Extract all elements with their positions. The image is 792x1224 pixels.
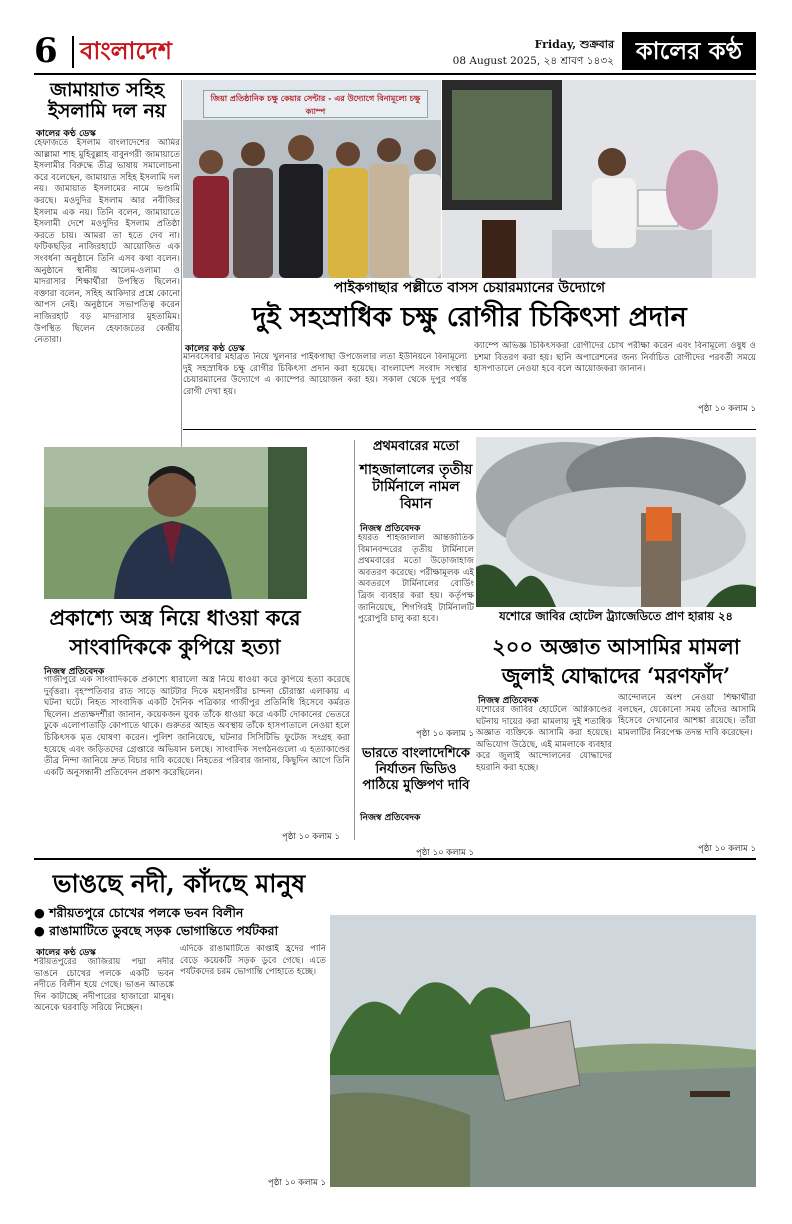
chair	[482, 220, 516, 278]
col-divider-1	[181, 80, 182, 470]
river-graphic	[330, 915, 756, 1187]
story4-continued: পৃষ্ঠা ১০ কলাম ১	[416, 729, 474, 739]
flames	[646, 507, 672, 541]
story6-headline: ২০০ অজ্ঞাত আসামির মামলা জুলাই যোদ্ধাদের ‘মরণফাঁদ’	[492, 634, 740, 688]
story3-body: গাজীপুরে এক সাংবাদিককে প্রকাশ্যে ধারালো অস্ত্র নিয়ে ধাওয়া করে কুপিয়ে হত্যা করেছে দুর্বৃত্তরা। বৃহস্পতিবার রাত সাড়ে আটটার দিকে মহানগরীর চান্দনা চৌরাস্তা এলাকায় এ ঘটনা ঘটে। নিহত সাংবাদিক একটি দৈনিক পত্রিকার গাজীপুর প্রতিনিধি হিসেবে কর্মরত ছিলেন। প্রত্যক্ষদর্শীরা জানান, কয়েকজন যুবক তাঁকে ধাওয়া করে একটি দোকানের ভেতরে ঢুকে এলোপাতাড়ি কোপাতে থাকে। গুরুতর আহত অবস্থায় তাঁকে হাসপাতালে নেওয়া হলে চিকিৎসক মৃত ঘোষণা করেন। পুলিশ জানিয়েছে, ঘটনার সিসিটিভি ফুটেজ সংগ্রহ করা হয়েছে এবং জড়িতদের গ্রেপ্তারে অভিযান চলছে। সাংবাদিক সংগঠনগুলো এ হত্যাকাণ্ডের তীব্র নিন্দা জানিয়ে দ্রুত বিচার দাবি করেছে। নিহতের পরিবার জানায়, কিছুদিন আগে তিনি একটি অনুসন্ধানী প্রতিবেদন প্রকাশ করেছিলেন।	[44, 675, 350, 778]
section-name: বাংলাদেশ	[80, 36, 172, 65]
story6-byline: নিজস্ব প্রতিবেদক	[478, 696, 539, 706]
issue-day: Friday, শুক্রবার	[534, 38, 614, 51]
masthead	[34, 32, 756, 72]
story3-continued: পৃষ্ঠা ১০ কলাম ১	[282, 832, 340, 842]
story4-kicker: প্রথমবারের মতো	[372, 439, 460, 454]
fire-graphic	[476, 437, 756, 607]
story7-headline: ভাঙছে নদী, কাঁদছে মানুষ	[52, 869, 306, 898]
story6-caption: যশোরে জাবির হোটেল ট্র্যাজেডিতে প্রাণ হারায় ২৪	[499, 609, 733, 623]
story1-body: হেফাজতে ইসলাম বাংলাদেশের আমির আল্লামা শাহ মুহিবুল্লাহ বাবুনগরী জামায়াতে ইসলামীর বিরুদ্ধে তীব্র ভাষায় সমালোচনা করে বলেছেন, জামায়াত সহিহ ইসলামি দল নয়। জামায়াত ইসলামের নামে ভণ্ডামি করছে। মওদুদির ইসলাম আর নবীজির ইসলাম এক নয়। তিনি বলেন, জামায়াতে ইসলামী দেশে মওদুদির ইসলাম প্রতিষ্ঠা করতে চায়। আমরা তা হতে দেব না। ফটিকছড়ির নাজিরহাটে আয়োজিত এক সংবর্ধনা অনুষ্ঠানে তিনি এসব কথা বলেন। অনুষ্ঠানে স্থানীয় আলেম-ওলামা ও মাদরাসার শিক্ষার্থীরা উপস্থিত ছিলেন। বক্তারা বলেন, সহিহ আকিদার প্রশ্নে কোনো আপস নেই। অনুষ্ঠানে সভাপতিত্ব করেন নাজিরহাট বড় মাদরাসার মুহতামিম। উপস্থিত ছিলেন হেফাজতের কেন্দ্রীয় নেতারা।	[34, 138, 180, 346]
story6-continued: পৃষ্ঠা ১০ কলাম ১	[698, 844, 756, 854]
river-erosion-photo	[330, 915, 756, 1187]
newspaper-logo: কালের কণ্ঠ	[622, 32, 756, 70]
issue-date: 08 August 2025, ২৪ শ্রাবণ ১৪৩২	[452, 55, 614, 67]
smoke-3	[506, 487, 746, 587]
clinic-graphic	[442, 80, 756, 278]
journalist-photo	[44, 447, 307, 599]
story5-headline: ভারতে বাংলাদেশিকে নির্যাতন ভিডিও পাঠিয়ে মুক্তিপণ দাবি	[362, 746, 470, 793]
eye-camp-photo-1	[183, 80, 441, 278]
boat	[690, 1091, 730, 1097]
story5-continued: পৃষ্ঠা ১০ কলাম ১	[416, 848, 474, 858]
story6-body-right: আন্দোলনে অংশ নেওয়া শিক্ষার্থীরা বলছেন, যেকোনো সময় তাঁদের আসামি হিসেবে দেখানোর আশঙ্কা রয়েছে। তাঁরা মামলাটির নিরপেক্ষ তদন্ত দাবি করেছেন।	[618, 693, 756, 738]
story1-byline: কালের কণ্ঠ ডেস্ক	[36, 129, 96, 139]
story2-kicker: পাইকগাছার পল্লীতে বাসস চেয়ারম্যানের উদ্যোগে	[333, 280, 606, 296]
story6-body-left: যশোরের জাবির হোটেলে অগ্নিকাণ্ডের ঘটনায় দায়ের করা মামলায় দুই শতাধিক অজ্ঞাত ব্যক্তিকে আসামি করা হয়েছে। অভিযোগ উঠেছে, এই মামলাকে ব্যবহার করে জুলাই আন্দোলনের যোদ্ধাদের হয়রানি করা হচ্ছে।	[476, 705, 612, 773]
story1-headline: জামায়াত সহিহ ইসলামি দল নয়	[48, 79, 166, 123]
hotel-fire-photo	[476, 437, 756, 607]
story7-body-left: শরীয়তপুরের জাজিরায় পদ্মা নদীর ভাঙনে চোখের পলকে একটি ভবন নদীতে বিলীন হয়ে গেছে। ভাঙন আতঙ্কে দিন কাটাচ্ছে নদীপারের হাজারো মানুষ। অনেকে ঘরবাড়ি সরিয়ে নিচ্ছেন।	[34, 957, 174, 1014]
doctor-body	[592, 178, 636, 248]
story7-sub2: ● রাঙামাটিতে ডুবছে সড়ক ভোগান্তিতে পর্যটকরা	[34, 923, 279, 938]
portrait-graphic	[44, 447, 307, 599]
doctor-head	[598, 148, 626, 176]
patient	[666, 150, 718, 230]
section-rule-2	[34, 858, 756, 860]
story7-sub1: ● শরীয়তপুরে চোখের পলকে ভবন বিলীন	[34, 905, 244, 920]
story2-body-left: মানবসেবার মহাব্রত নিয়ে খুলনার পাইকগাছা উপজেলার লতা ইউনিয়নে বিনামূল্যে দুই সহস্রাধিক চক্ষু রোগীর চিকিৎসা প্রদান করা হয়েছে। বাংলাদেশ সংবাদ সংস্থার চেয়ারম্যানের উদ্যোগে এ ক্যাম্পের আয়োজন করা হয়। সকাল থেকে দুপুর পর্যন্ত রোগী দেখা হয়।	[183, 352, 467, 397]
photo-banner: জিয়া প্রতিষ্ঠানিক চক্ষু কেয়ার সেন্টার - এর উদ্যোগে বিনামূল্যে চক্ষু ক্যাম্প	[203, 90, 428, 118]
eye-camp-photo-2	[442, 80, 756, 278]
story2-headline: দুই সহস্রাধিক চক্ষু রোগীর চিকিৎসা প্রদান	[252, 302, 687, 333]
story2-body-right: ক্যাম্পে অভিজ্ঞ চিকিৎসকরা রোগীদের চোখ পরীক্ষা করেন এবং বিনামূল্যে ওষুধ ও চশমা বিতরণ করা হয়। ছানি অপারেশনের জন্য নির্বাচিত রোগীদের পরবর্তী সময়ে হাসপাতালে নেওয়া হবে বলে আয়োজকরা জানান।	[474, 341, 756, 375]
number-divider	[72, 36, 74, 68]
page-number: 6	[34, 31, 58, 71]
story7-continued: পৃষ্ঠা ১০ কলাম ১	[268, 1178, 326, 1188]
crowd-graphic	[183, 120, 441, 278]
story7-body-right: এদিকে রাঙামাটিতে কাপ্তাই হ্রদের পানি বেড়ে কয়েকটি সড়ক ডুবে গেছে। এতে পর্যটকদের চরম ভোগান্তি পোহাতে হচ্ছে।	[180, 944, 326, 978]
section-rule-1	[183, 429, 756, 430]
story3-byline: নিজস্ব প্রতিবেদক	[44, 667, 105, 677]
col-divider-2	[354, 440, 355, 840]
story4-body: হযরত শাহজালাল আন্তর্জাতিক বিমানবন্দরের তৃতীয় টার্মিনালে প্রথমবারের মতো উড়োজাহাজ অবতরণ করেছে। পরীক্ষামূলক এই অবতরণে টার্মিনালের বোর্ডিং ব্রিজ ব্যবহার করা হয়। কর্তৃপক্ষ জানিয়েছে, শিগগিরই টার্মিনালটি পুরোপুরি চালু করা হবে।	[358, 533, 474, 625]
masthead-rule	[34, 73, 756, 75]
bullet-icon: ●	[34, 905, 50, 920]
story4-byline: নিজস্ব প্রতিবেদক	[360, 524, 421, 534]
story2-byline: কালের কণ্ঠ ডেস্ক	[185, 344, 245, 354]
story2-continued: পৃষ্ঠা ১০ কলাম ১	[698, 404, 756, 414]
story3-headline: প্রকাশ্যে অস্ত্র নিয়ে ধাওয়া করে সাংবাদিককে কুপিয়ে হত্যা	[49, 605, 301, 659]
story7-byline: কালের কণ্ঠ ডেস্ক	[36, 948, 96, 958]
story4-headline: শাহজালালের তৃতীয় টার্মিনালে নামল বিমান	[359, 462, 473, 512]
bullet-icon: ●	[34, 923, 50, 938]
story5-byline: নিজস্ব প্রতিবেদক	[360, 813, 421, 823]
